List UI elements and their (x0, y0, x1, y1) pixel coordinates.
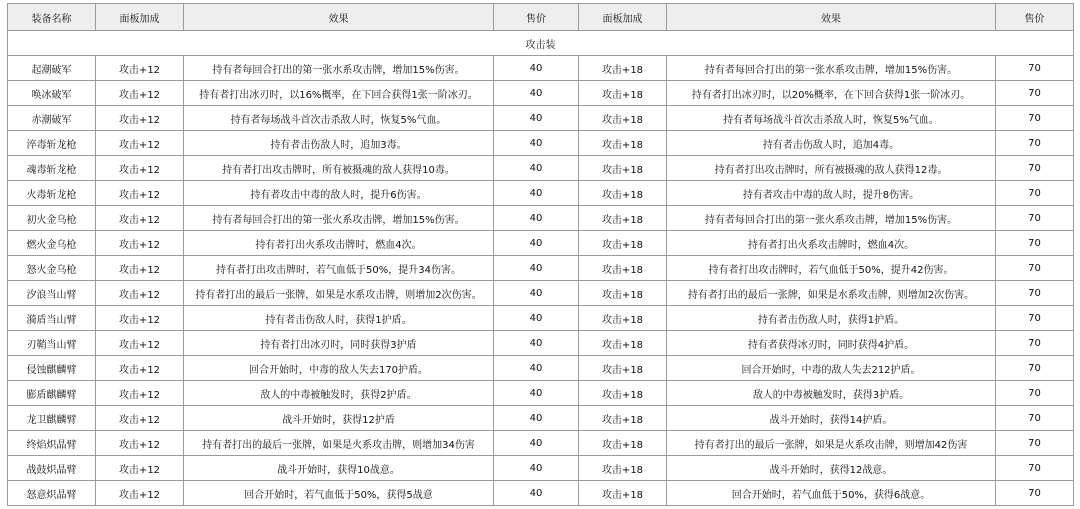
cell-effect: 持有者每场战斗首次击杀敌人时，恢复5%气血。 (184, 106, 494, 131)
cell-effect-upgraded: 持有者击伤敌人时，获得1护盾。 (667, 306, 996, 331)
table-row (8, 281, 1074, 306)
cell-price-upgraded: 70 (996, 456, 1074, 481)
cell-price: 40 (494, 56, 579, 81)
cell-effect: 持有者攻击中毒的敌人时，提升6伤害。 (184, 181, 494, 206)
cell-bonus-upgraded: 攻击+18 (579, 231, 667, 256)
cell-bonus: 攻击+12 (96, 156, 184, 181)
cell-price-upgraded: 70 (996, 81, 1074, 106)
cell-effect: 持有者打出攻击牌时，所有被摄魂的敌人获得10毒。 (184, 156, 494, 181)
cell-price: 40 (494, 156, 579, 181)
cell-bonus-upgraded: 攻击+18 (579, 181, 667, 206)
cell-price-upgraded: 70 (996, 256, 1074, 281)
cell-price-upgraded: 70 (996, 481, 1074, 506)
cell-effect: 持有者打出攻击牌时，若气血低于50%，提升34伤害。 (184, 256, 494, 281)
cell-name: 漪盾当山臂 (8, 306, 96, 331)
cell-name: 刃鞘当山臂 (8, 331, 96, 356)
cell-name: 淬毒斩龙枪 (8, 131, 96, 156)
cell-bonus-upgraded: 攻击+18 (579, 81, 667, 106)
cell-bonus-upgraded: 攻击+18 (579, 56, 667, 81)
cell-name: 终焰炽晶臂 (8, 431, 96, 456)
cell-effect-upgraded: 持有者打出攻击牌时，若气血低于50%，提升42伤害。 (667, 256, 996, 281)
cell-bonus-upgraded: 攻击+18 (579, 331, 667, 356)
header-bonus-upgraded: 面板加成 (579, 4, 667, 31)
cell-name: 战鼓炽晶臂 (8, 456, 96, 481)
table-row (8, 56, 1074, 81)
header-price-upgraded: 售价 (996, 4, 1074, 31)
cell-effect: 持有者每回合打出的第一张水系攻击牌，增加15%伤害。 (184, 56, 494, 81)
cell-price-upgraded: 70 (996, 356, 1074, 381)
cell-price: 40 (494, 206, 579, 231)
cell-effect-upgraded: 持有者打出的最后一张牌，如果是火系攻击牌，则增加42伤害 (667, 431, 996, 456)
cell-effect: 持有者打出的最后一张牌，如果是火系攻击牌，则增加34伤害 (184, 431, 494, 456)
cell-price: 40 (494, 256, 579, 281)
cell-bonus-upgraded: 攻击+18 (579, 381, 667, 406)
cell-price-upgraded: 70 (996, 331, 1074, 356)
cell-bonus-upgraded: 攻击+18 (579, 106, 667, 131)
cell-effect: 持有者击伤敌人时，获得1护盾。 (184, 306, 494, 331)
cell-bonus: 攻击+12 (96, 81, 184, 106)
cell-bonus: 攻击+12 (96, 231, 184, 256)
cell-effect-upgraded: 回合开始时，若气血低于50%，获得6战意。 (667, 481, 996, 506)
cell-effect: 持有者打出的最后一张牌，如果是水系攻击牌，则增加2次伤害。 (184, 281, 494, 306)
cell-effect: 持有者打出冰刃时，以16%概率，在下回合获得1张一阶冰刃。 (184, 81, 494, 106)
cell-price-upgraded: 70 (996, 156, 1074, 181)
cell-price: 40 (494, 81, 579, 106)
cell-price: 40 (494, 456, 579, 481)
cell-bonus-upgraded: 攻击+18 (579, 256, 667, 281)
cell-price: 40 (494, 331, 579, 356)
cell-bonus: 攻击+12 (96, 406, 184, 431)
cell-name: 赤潮破军 (8, 106, 96, 131)
equipment-table (7, 3, 1074, 506)
cell-effect-upgraded: 持有者打出攻击牌时，所有被摄魂的敌人获得12毒。 (667, 156, 996, 181)
cell-price: 40 (494, 306, 579, 331)
cell-effect-upgraded: 持有者打出的最后一张牌，如果是水系攻击牌，则增加2次伤害。 (667, 281, 996, 306)
cell-effect-upgraded: 持有者击伤敌人时，追加4毒。 (667, 131, 996, 156)
cell-name: 侵蚀麒麟臂 (8, 356, 96, 381)
cell-price: 40 (494, 406, 579, 431)
cell-name: 怒火金乌枪 (8, 256, 96, 281)
cell-price-upgraded: 70 (996, 381, 1074, 406)
table-row (8, 431, 1074, 456)
cell-name: 膨盾麒麟臂 (8, 381, 96, 406)
cell-name: 汐浪当山臂 (8, 281, 96, 306)
cell-effect-upgraded: 持有者攻击中毒的敌人时，提升8伤害。 (667, 181, 996, 206)
header-effect-upgraded: 效果 (667, 4, 996, 31)
cell-effect: 战斗开始时，获得12护盾 (184, 406, 494, 431)
cell-effect: 敌人的中毒被触发时，获得2护盾。 (184, 381, 494, 406)
cell-bonus: 攻击+12 (96, 331, 184, 356)
cell-name: 龙卫麒麟臂 (8, 406, 96, 431)
cell-effect: 战斗开始时，获得10战意。 (184, 456, 494, 481)
cell-bonus: 攻击+12 (96, 106, 184, 131)
cell-price: 40 (494, 356, 579, 381)
table-row (8, 106, 1074, 131)
cell-price-upgraded: 70 (996, 231, 1074, 256)
cell-effect-upgraded: 持有者打出冰刃时，以20%概率，在下回合获得1张一阶冰刃。 (667, 81, 996, 106)
cell-bonus: 攻击+12 (96, 131, 184, 156)
cell-effect-upgraded: 持有者获得冰刃时，同时获得4护盾。 (667, 331, 996, 356)
header-name: 装备名称 (8, 4, 96, 31)
cell-price-upgraded: 70 (996, 206, 1074, 231)
header-bonus: 面板加成 (96, 4, 184, 31)
cell-effect-upgraded: 持有者每回合打出的第一张火系攻击牌，增加15%伤害。 (667, 206, 996, 231)
table-row (8, 456, 1074, 481)
cell-bonus: 攻击+12 (96, 206, 184, 231)
cell-effect: 持有者打出冰刃时，同时获得3护盾 (184, 331, 494, 356)
cell-name: 初火金乌枪 (8, 206, 96, 231)
cell-price: 40 (494, 481, 579, 506)
cell-bonus-upgraded: 攻击+18 (579, 206, 667, 231)
cell-price-upgraded: 70 (996, 106, 1074, 131)
cell-bonus-upgraded: 攻击+18 (579, 431, 667, 456)
cell-effect: 持有者打出火系攻击牌时，燃血4次。 (184, 231, 494, 256)
cell-bonus-upgraded: 攻击+18 (579, 481, 667, 506)
cell-price: 40 (494, 431, 579, 456)
cell-bonus: 攻击+12 (96, 181, 184, 206)
cell-bonus: 攻击+12 (96, 56, 184, 81)
table-row (8, 406, 1074, 431)
cell-bonus-upgraded: 攻击+18 (579, 356, 667, 381)
cell-bonus: 攻击+12 (96, 306, 184, 331)
table-row (8, 306, 1074, 331)
cell-effect-upgraded: 持有者打出火系攻击牌时，燃血4次。 (667, 231, 996, 256)
header-price: 售价 (494, 4, 579, 31)
cell-bonus: 攻击+12 (96, 281, 184, 306)
cell-name: 唤冰破军 (8, 81, 96, 106)
table-row (8, 156, 1074, 181)
cell-price: 40 (494, 181, 579, 206)
cell-bonus-upgraded: 攻击+18 (579, 131, 667, 156)
table-row (8, 331, 1074, 356)
cell-effect-upgraded: 持有者每场战斗首次击杀敌人时，恢复5%气血。 (667, 106, 996, 131)
table-row (8, 231, 1074, 256)
cell-name: 火毒斩龙枪 (8, 181, 96, 206)
cell-bonus: 攻击+12 (96, 481, 184, 506)
cell-price: 40 (494, 281, 579, 306)
cell-bonus: 攻击+12 (96, 381, 184, 406)
cell-bonus: 攻击+12 (96, 431, 184, 456)
table-row (8, 181, 1074, 206)
table-row (8, 356, 1074, 381)
cell-price-upgraded: 70 (996, 131, 1074, 156)
cell-price: 40 (494, 381, 579, 406)
cell-price: 40 (494, 106, 579, 131)
cell-effect-upgraded: 回合开始时，中毒的敌人失去212护盾。 (667, 356, 996, 381)
cell-price-upgraded: 70 (996, 281, 1074, 306)
cell-effect-upgraded: 敌人的中毒被触发时，获得3护盾。 (667, 381, 996, 406)
cell-price: 40 (494, 231, 579, 256)
section-label: 攻击装 (8, 31, 1074, 56)
section-row (8, 31, 1074, 56)
cell-price-upgraded: 70 (996, 56, 1074, 81)
cell-effect-upgraded: 战斗开始时，获得14护盾。 (667, 406, 996, 431)
cell-effect: 回合开始时，若气血低于50%，获得5战意 (184, 481, 494, 506)
header-row (8, 4, 1074, 31)
cell-name: 燃火金乌枪 (8, 231, 96, 256)
cell-name: 魂毒斩龙枪 (8, 156, 96, 181)
cell-effect: 持有者每回合打出的第一张火系攻击牌，增加15%伤害。 (184, 206, 494, 231)
table-row (8, 481, 1074, 506)
cell-effect: 回合开始时，中毒的敌人失去170护盾。 (184, 356, 494, 381)
cell-price-upgraded: 70 (996, 181, 1074, 206)
cell-price-upgraded: 70 (996, 431, 1074, 456)
cell-bonus-upgraded: 攻击+18 (579, 156, 667, 181)
table-row (8, 206, 1074, 231)
cell-price-upgraded: 70 (996, 406, 1074, 431)
cell-price: 40 (494, 131, 579, 156)
cell-bonus: 攻击+12 (96, 356, 184, 381)
cell-effect-upgraded: 战斗开始时，获得12战意。 (667, 456, 996, 481)
cell-name: 怒意炽晶臂 (8, 481, 96, 506)
cell-bonus-upgraded: 攻击+18 (579, 456, 667, 481)
cell-bonus-upgraded: 攻击+18 (579, 281, 667, 306)
cell-effect: 持有者击伤敌人时，追加3毒。 (184, 131, 494, 156)
table-row (8, 81, 1074, 106)
cell-bonus-upgraded: 攻击+18 (579, 406, 667, 431)
table-row (8, 256, 1074, 281)
cell-effect-upgraded: 持有者每回合打出的第一张水系攻击牌，增加15%伤害。 (667, 56, 996, 81)
cell-price-upgraded: 70 (996, 306, 1074, 331)
cell-bonus: 攻击+12 (96, 456, 184, 481)
cell-bonus-upgraded: 攻击+18 (579, 306, 667, 331)
header-effect: 效果 (184, 4, 494, 31)
table-row (8, 131, 1074, 156)
table-row (8, 381, 1074, 406)
cell-bonus: 攻击+12 (96, 256, 184, 281)
cell-name: 起潮破军 (8, 56, 96, 81)
